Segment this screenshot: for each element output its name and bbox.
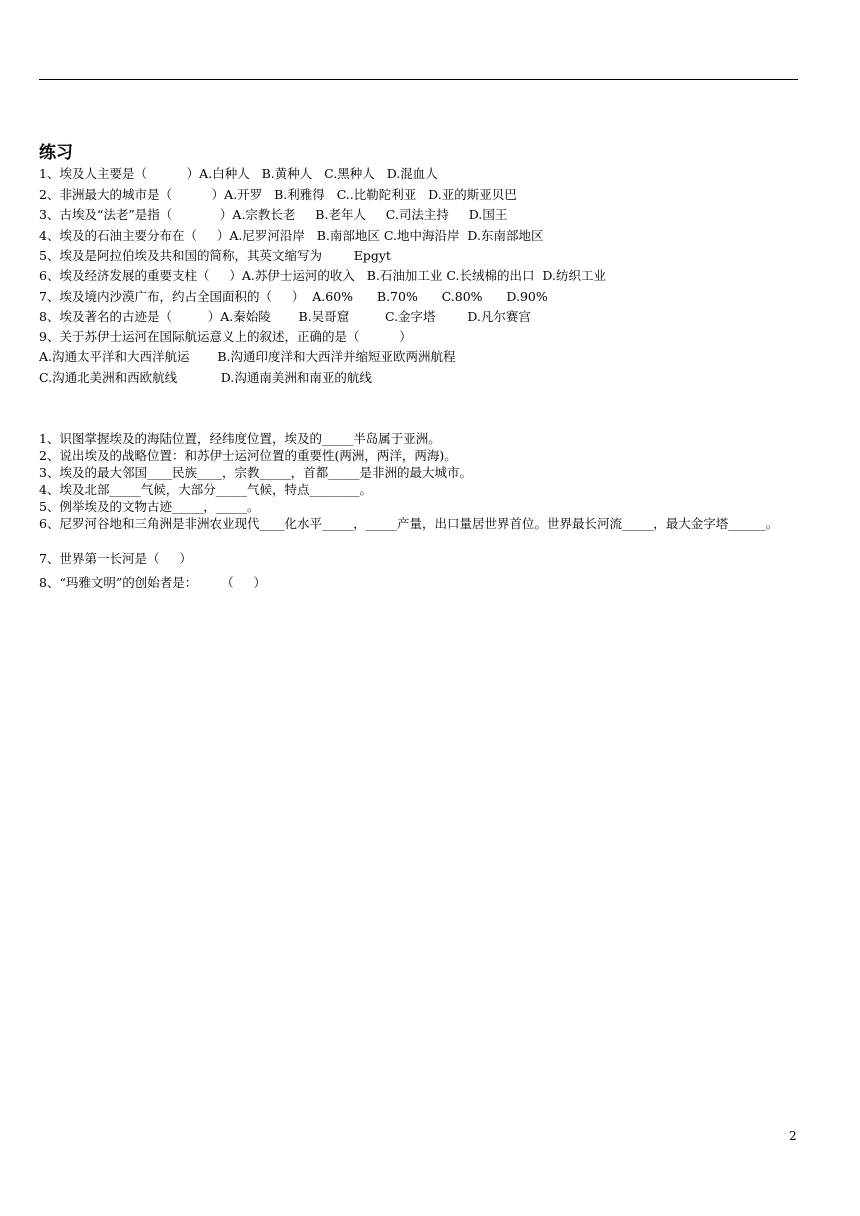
review-item-7: 7、世界第一长河是（ ） [39, 551, 192, 566]
practice-question-1: 1、埃及人主要是（ ）A.白种人 B.黄种人 C.黑种人 D.混血人 [39, 166, 438, 181]
practice-question-2: 2、非洲最大的城市是（ ）A.开罗 B.利雅得 C..比勒陀利亚 D.亚的斯亚贝巴 [39, 187, 517, 202]
practice-question-9-options-cd: C.沟通北美洲和西欧航线 D.沟通南美洲和南亚的航线 [39, 370, 372, 385]
practice-question-7: 7、埃及境内沙漠广布，约占全国面积的（ ） A.60% B.70% C.80% D.90% [39, 289, 548, 304]
practice-question-9-options-ab: A.沟通太平洋和大西洋航运 B.沟通印度洋和大西洋并缩短亚欧两洲航程 [39, 349, 456, 364]
review-item-3: 3、埃及的最大邻国____民族____，宗教_____，首都_____是非洲的最大城市。 [39, 465, 472, 480]
review-item-4: 4、埃及北部_____气候，大部分_____气候，特点________。 [39, 482, 372, 497]
review-item-5: 5、例举埃及的文物古迹_____，_____。 [39, 499, 260, 514]
page-number: 2 [789, 1129, 797, 1143]
practice-question-8: 8、埃及著名的古迹是（ ）A.秦始陵 B.吴哥窟 C.金字塔 D.凡尔赛宫 [39, 309, 531, 324]
review-item-6: 6、尼罗河谷地和三角洲是非洲农业现代____化水平_____，_____产量，出口量居世界首位。世界最长河流_____，最大金字塔______。 [39, 516, 779, 531]
section-title: 练习 [39, 143, 73, 163]
practice-question-3: 3、古埃及“法老”是指（ ）A.宗教长老 B.老年人 C.司法主持 D.国王 [39, 207, 508, 222]
practice-question-9: 9、关于苏伊士运河在国际航运意义上的叙述，正确的是（ ） [39, 329, 412, 344]
review-item-1: 1、识图掌握埃及的海陆位置，经纬度位置，埃及的_____半岛属于亚洲。 [39, 431, 441, 446]
practice-question-4: 4、埃及的石油主要分布在（ ）A.尼罗河沿岸 B.南部地区 C.地中海沿岸 D.东南部地区 [39, 228, 544, 243]
practice-question-5: 5、埃及是阿拉伯埃及共和国的简称，其英文缩写为 Epgyt [39, 248, 391, 263]
review-item-2: 2、说出埃及的战略位置：和苏伊士运河位置的重要性(两洲，两洋，两海)。 [39, 448, 457, 463]
practice-question-6: 6、埃及经济发展的重要支柱（ ）A.苏伊士运河的收入 B.石油加工业 C.长绒棉的出口 D.纺织工业 [39, 268, 606, 283]
review-item-8: 8、“玛雅文明”的创始者是： （ ） [39, 575, 266, 590]
header-rule [39, 79, 798, 80]
